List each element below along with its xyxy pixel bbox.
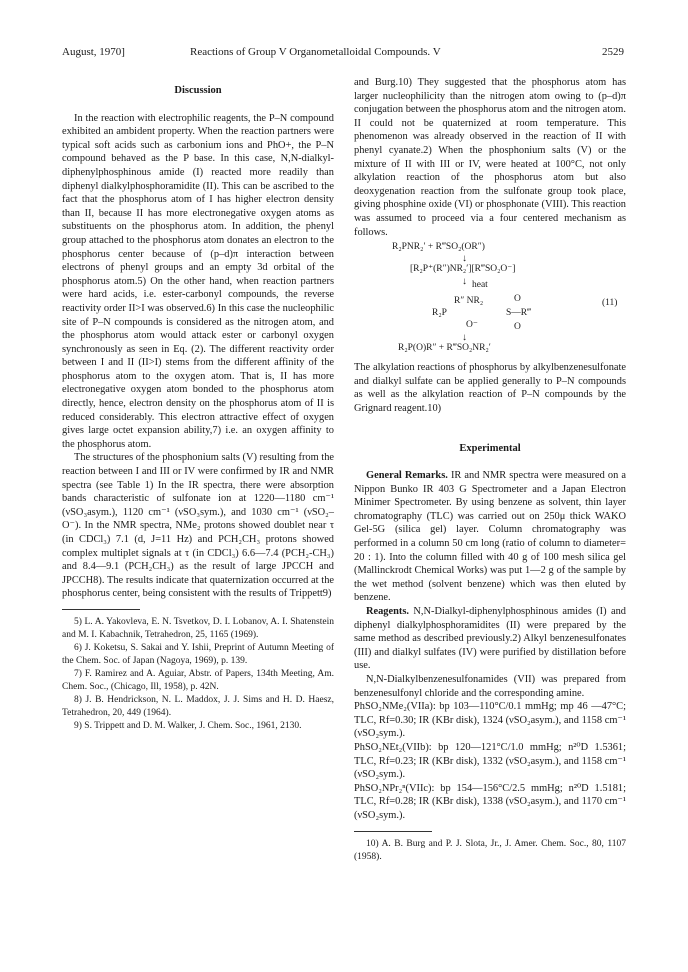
general-remarks-label: General Remarks.: [366, 470, 448, 482]
running-title: Reactions of Group V Organometalloidal Compounds. V: [190, 46, 441, 58]
scheme-heat: heat: [472, 280, 488, 291]
footnote-8: 8) J. B. Hendrickson, N. L. Maddox, J. J. Sims and H. D. Haesz, Tetrahedron, 20, 449 (1964).: [62, 694, 334, 718]
discussion-paragraph-1: In the reaction with electrophilic reagents, the P–N compound exhibited an ambident property. When the reaction partners were typical soft acids such as carbonium ions and PhO+, the P–N compound behaved as the P base. In this case, N,N-dialkyl-diphenylphosphinous amide (I) reacted more readily than diphenyl dialkylphosphoramidite (II). This can be ascribed to the fact that the phosphorus atom of I has higher electron density than II, because II has more electronegative oxygen atoms as substituents on the phosphorus atom. In addition, the phenyl group attached to the phosphorus atom donates an electron to the phosphorus center because of (p–d)π interaction between electrons of phenyl groups and an empty 3d orbital of the phosphorus atom.5) On the other hand, when reaction partners were hard acids, i.e. ester-carbonyl compounds, the reverse reactivity order II>I was observed.6) In this case the nucleophilic site of P–N compounds is considered as the nitrogen atom, and the phosphorus atom would attack ester or carbonyl oxygen synchronously as seen in Eq. (2). The different reactivity order between I and II (II>I) stems from the different affinity of the phosphorus atom to the oxygen atom. That is, II has more electronegative oxygen atom bonded to the phosphorus atom directly, hence, electron density on the phosphorus atom of II is reduced considerably. This electron attractive effect of oxygen gives large octet expansion ability,7) i.e. an oxygen affinity to the phosphorus atom.: [62, 112, 334, 450]
compound-viia: PhSO₂NMe₂(VIIa): bp 103—110°C/0.1 mmHg; mp 46 —47°C; TLC, Rf=0.30; IR (KBr disk), 1324 (νSO₂asym.), and 1158 cm⁻¹ (νSO₂sym.).: [354, 701, 626, 740]
scheme-r2p: R₂P: [432, 308, 447, 319]
alkylation-paragraph: The alkylation reactions of phosphorus by alkylbenzenesulfonate and dialkyl sulfate can be applied generally to P–N compounds as well as the alkylation reaction of P–N compounds by the Grignard reagent.10): [354, 362, 626, 414]
discussion-paragraph-2: The structures of the phosphonium salts (V) resulting from the reaction between I and III or IV were confirmed by IR and NMR spectra (see Table 1) In the IR spectra, there were absorption bands characteristic of sulfonate ion at 1220—1180 cm⁻¹ (νSO₃asym.), 1120 cm⁻¹ (νSO₃sym.), and 1030 cm⁻¹ (νSO₂–O⁻). In the NMR spectra, NMe₂ protons showed doublet near τ (in CDCl₃) 7.1 (d, J=11 Hz) and PCH₂CH₃ protons showed complex multiplet signals at τ (in CDCl₃) 6.6—7.4 (PCH₂-CH₃) and 8.4—9.1 (PCH₂CH₃) as the result of large JPCCH and JPCCH8). The results indicate that quaternization occurred at the phosphorus center, being consistent with the results of Trippett9): [62, 452, 335, 600]
reagents-text: N,N-Dialkyl-diphenylphosphinous amides (I) and diphenyl dialkylphosphoramidites (II) were prepared by the same method as described previously.2) Alkyl benzenesulfonates (III) and dialkyl sulfates (IV) were purified by distillation before use.: [354, 606, 626, 672]
experimental-heading: Experimental: [459, 442, 521, 454]
footnotes-left: [62, 616, 334, 733]
footnote-rule: [62, 609, 140, 610]
scheme-s: S—R‴: [506, 308, 532, 319]
footnote-7: 7) F. Ramirez and A. Aguiar, Abstr. of Papers, 134th Meeting, Am. Chem. Soc., (Chicago, Ill, 1958), p. 42N.: [62, 668, 334, 692]
footnote-6: 6) J. Koketsu, S. Sakai and Y. Ishii, Preprint of Autumn Meeting of the Chem. Soc. of Japan (Nagoya, 1969), p. 139.: [62, 642, 334, 666]
scheme-o-top: O: [514, 294, 521, 305]
scheme-r-nr: R″ NR₂: [454, 296, 484, 307]
footnote-rule-right: [354, 831, 432, 832]
page-number: 2529: [602, 46, 624, 58]
compound-viic: PhSO₂NPr₂ⁿ(VIIc): bp 154—156°C/2.5 mmHg; n²⁰D 1.5181; TLC, Rf=0.28; IR (KBr disk), 1338 (νSO₂asym.), and 1170 cm⁻¹ (νSO₂sym.).: [354, 782, 626, 821]
reaction-scheme: [354, 241, 626, 355]
footnote-10: 10) A. B. Burg and P. J. Slota, Jr., J. Amer. Chem. Soc., 80, 1107 (1958).: [354, 838, 626, 862]
equation-number: (11): [602, 298, 618, 309]
scheme-intermediate: [R₂P⁺(R″)NR₂′][R‴SO₂O⁻]: [410, 264, 516, 275]
right-column: [354, 76, 626, 864]
reagents-label: Reagents.: [366, 606, 409, 618]
scheme-o-left: O⁻: [466, 320, 478, 331]
arrow-down-icon: ↓: [462, 253, 467, 265]
reagents-paragraph: [354, 605, 626, 673]
general-remarks-text: IR and NMR spectra were measured on a Nippon Bunko IR 403 G Spectrometer and a Japan Electron Minimer Spectrometer. By using benzene as solvent, thin layer chromatography (TLC) was carried out on 250μ thick WAKO Gel-5G (silica gel) layer. Column chromatography was performed in a column 50 cm long (ratio of column to diameter= 20 : 1). Into the column filled with 40 g of 100 mesh silica gel (Mallinckrodt Chemical Works) was put 1—2 g of the sample by the wet method (solvent benzene) which was then eluted by benzene.: [354, 470, 626, 604]
discussion-continued: and Burg.10) They suggested that the phosphorus atom has larger nucleophilicity than the nitrogen atom owing to (p–d)π conjugation between the phosphorus atom and the nitrogen atom. II could not be quaternized at room temperature. This phenomenon was already observed in the reaction of II with phenyl cyanate.2) When the phosphonium salts (V) or the mixture of II with III or IV, were heated at 100°C, not only alkylation reaction of the phosphorus atom but also deoxygenation reaction from the sulfonate group took place, giving phosphine oxide (VI) or phosphonate (VIII). This reaction was assumed to proceed via a four centered mechanism as follows.: [354, 77, 626, 238]
general-remarks: [354, 469, 626, 605]
arrow-down-icon: ↓: [462, 332, 467, 344]
discussion-heading: Discussion: [174, 85, 222, 96]
scheme-products: R₂P(O)R″ + R‴SO₂NR₂′: [398, 343, 491, 354]
scheme-o-bottom: O: [514, 322, 521, 333]
footnote-5: 5) L. A. Yakovleva, E. N. Tsvetkov, D. I. Lobanov, A. I. Shatenstein and M. I. Kabachnik, Tetrahedron, 25, 1165 (1969).: [62, 616, 334, 640]
left-column: [62, 84, 334, 733]
arrow-down-icon: ↓: [462, 276, 467, 288]
footnote-9: 9) S. Trippett and D. M. Walker, J. Chem. Soc., 1961, 2130.: [74, 720, 302, 731]
scheme-reactants: R₂PNR₂′ + R‴SO₂(OR″): [392, 242, 485, 253]
sulfonamides-paragraph: N,N-Dialkylbenzenesulfonamides (VII) was prepared from benzenesulfonyl chloride and the corresponding amine.: [354, 674, 626, 699]
compound-viib: PhSO₂NEt₂(VIIb): bp 120—121°C/1.0 mmHg; n²⁰D 1.5361; TLC, Rf=0.23; IR (KBr disk), 1332 (νSO₂asym.), and 1158 cm⁻¹ (νSO₂sym.).: [354, 741, 626, 781]
running-date: August, 1970]: [62, 46, 125, 58]
